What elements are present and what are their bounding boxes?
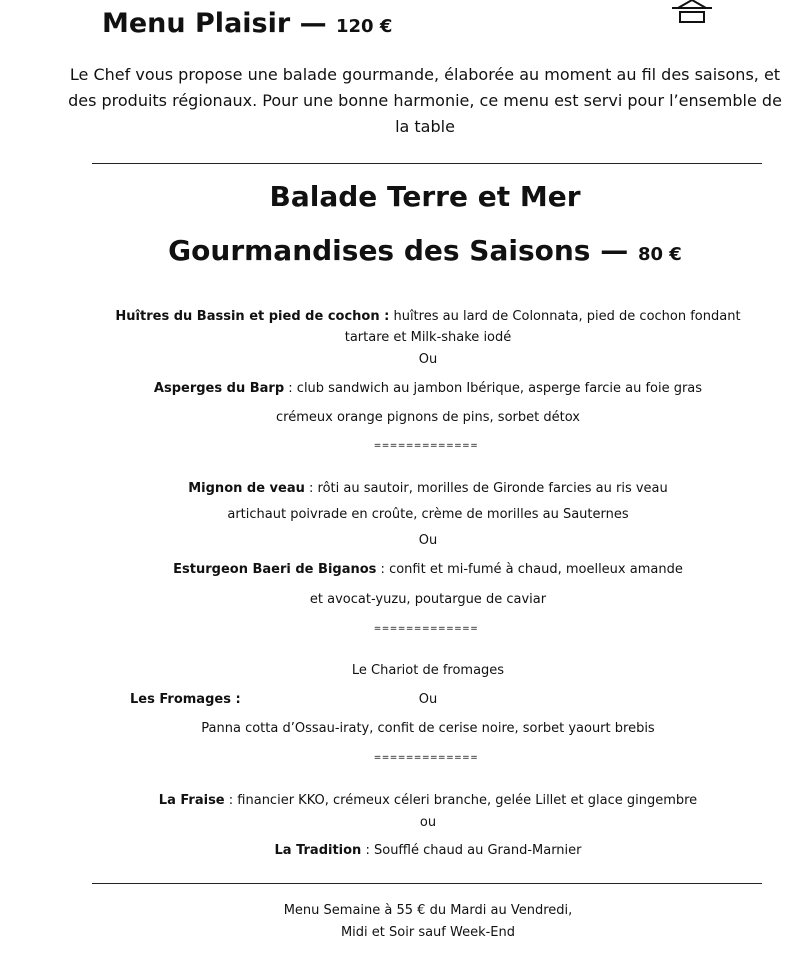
starter-2-name: Asperges du Barp bbox=[153, 381, 285, 396]
main-2-line-1: Esturgeon Baeri de Biganos : confit et mi-fumé à chaud, moelleux amande bbox=[173, 562, 683, 577]
divider-top bbox=[92, 163, 762, 164]
starter-1-line-2: tartare et Milk-shake iodé bbox=[344, 330, 512, 345]
dessert-2-name: La Tradition bbox=[274, 843, 362, 858]
page-title bbox=[102, 8, 392, 39]
cheese-label: Les Fromages : bbox=[130, 692, 241, 707]
divider-bottom bbox=[92, 883, 762, 884]
main-1-line-2: artichaut poivrade en croûte, crème de morilles au Sauternes bbox=[227, 507, 629, 522]
dessert-1-line: La Fraise : financier KKO, crémeux céleri branche, gelée Lillet et glace gingembre bbox=[158, 793, 698, 808]
dessert-2-line: La Tradition : Soufflé chaud au Grand-Marnier bbox=[274, 843, 582, 858]
subtitle-dash: — bbox=[600, 234, 629, 267]
dessert-1-desc: financier KKO, crémeux céleri branche, gelée Lillet et glace gingembre bbox=[237, 793, 698, 808]
title-dash: — bbox=[299, 8, 327, 39]
main-1-line-1: Mignon de veau : rôti au sautoir, morilles de Gironde farcies au ris veau bbox=[188, 481, 668, 496]
subtitle-text: Gourmandises des Saisons bbox=[168, 234, 591, 267]
footer-line-2: Midi et Soir sauf Week-End bbox=[340, 925, 516, 940]
menu-title: Menu Plaisir bbox=[102, 8, 291, 39]
separator: ============= bbox=[373, 753, 479, 763]
main-1-name: Mignon de veau bbox=[188, 481, 305, 496]
main-1-desc: rôti au sautoir, morilles de Gironde farcies au ris veau bbox=[317, 481, 668, 496]
main-or: Ou bbox=[418, 533, 438, 548]
restaurant-logo-icon bbox=[670, 0, 714, 26]
starter-1-desc: huîtres au lard de Colonnata, pied de cochon fondant bbox=[393, 309, 741, 324]
cheese-option-1: Le Chariot de fromages bbox=[351, 663, 505, 678]
cheese-option-2: Panna cotta d’Ossau-iraty, confit de cerise noire, sorbet yaourt brebis bbox=[201, 721, 655, 736]
starter-2-line-1: Asperges du Barp : club sandwich au jambon Ibérique, asperge farcie au foie gras bbox=[153, 381, 703, 396]
starter-1-name: Huîtres du Bassin et pied de cochon : bbox=[115, 309, 390, 324]
footer-note bbox=[0, 900, 806, 944]
section-price: 80 € bbox=[637, 244, 682, 265]
separator: ============= bbox=[373, 624, 479, 634]
dessert-or: ou bbox=[419, 815, 437, 830]
main-2-line-2: et avocat-yuzu, poutargue de caviar bbox=[309, 592, 547, 607]
dessert-2-desc: Soufflé chaud au Grand-Marnier bbox=[373, 843, 582, 858]
menu-price: 120 € bbox=[336, 16, 393, 37]
starter-2-line-2: crémeux orange pignons de pins, sorbet détox bbox=[276, 410, 580, 425]
cheese-or: Ou bbox=[418, 692, 438, 707]
footer-line-1: Menu Semaine à 55 € du Mardi au Vendredi, bbox=[283, 903, 573, 918]
starter-2-desc: club sandwich au jambon Ibérique, asperge farcie au foie gras bbox=[296, 381, 703, 396]
section-subtitle bbox=[0, 234, 806, 267]
dessert-1-name: La Fraise bbox=[158, 793, 225, 808]
starter-1-line-1 bbox=[0, 309, 806, 324]
main-2-name: Esturgeon Baeri de Biganos bbox=[173, 562, 377, 577]
main-2-desc: confit et mi-fumé à chaud, moelleux amande bbox=[389, 562, 683, 577]
starter-or: Ou bbox=[418, 352, 438, 367]
menu-intro: Le Chef vous propose une balade gourmande, élaborée au moment au fil des saisons, et des produits régionaux. Pour une bonne harmonie, ce menu est servi pour l’ensemble de la table bbox=[68, 65, 782, 136]
section-title: Balade Terre et Mer bbox=[269, 180, 581, 213]
separator: ============= bbox=[373, 441, 479, 451]
